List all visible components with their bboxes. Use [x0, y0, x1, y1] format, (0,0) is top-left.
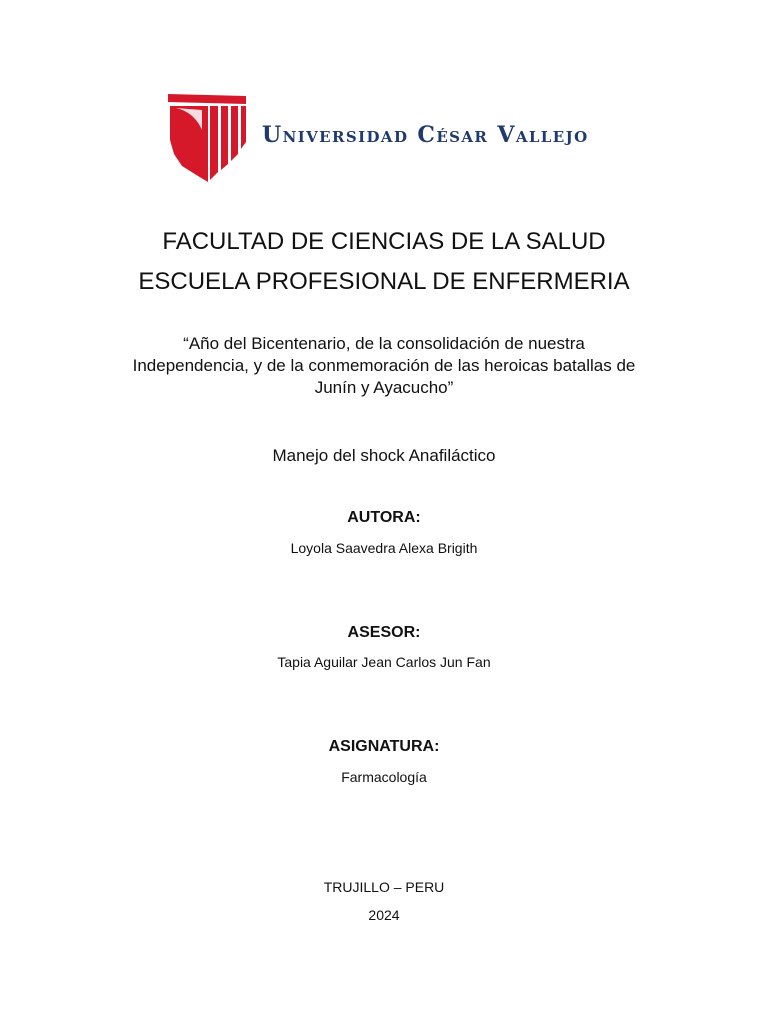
author-label: AUTORA: [347, 509, 421, 526]
course-label: ASIGNATURA: [328, 738, 440, 755]
faculty-name: FACULTAD DE CIENCIAS DE LA SALUD [162, 228, 606, 255]
faculty-heading [0, 222, 768, 302]
motto-line-3: Junín y Ayacucho” [314, 378, 454, 397]
year: 2024 [368, 907, 400, 923]
document-title: Manejo del shock Anafiláctico [272, 446, 496, 465]
shield-icon [168, 94, 248, 182]
author-name: Loyola Saavedra Alexa Brigith [290, 540, 478, 556]
advisor-label: ASESOR: [347, 624, 421, 641]
university-name: Universidad César Vallejo [262, 122, 589, 148]
school-name: ESCUELA PROFESIONAL DE ENFERMERIA [138, 268, 630, 295]
advisor-name: Tapia Aguilar Jean Carlos Jun Fan [277, 654, 491, 670]
city-country: TRUJILLO – PERU [323, 879, 445, 895]
motto-line-1: “Año del Bicentenario, de la consolidación de nuestra [183, 334, 585, 353]
university-logo [168, 94, 608, 182]
motto-line-2: Independencia, y de la conmemoración de las heroicas batallas de [132, 356, 636, 375]
course-name: Farmacología [341, 769, 427, 785]
year-motto [100, 333, 668, 399]
